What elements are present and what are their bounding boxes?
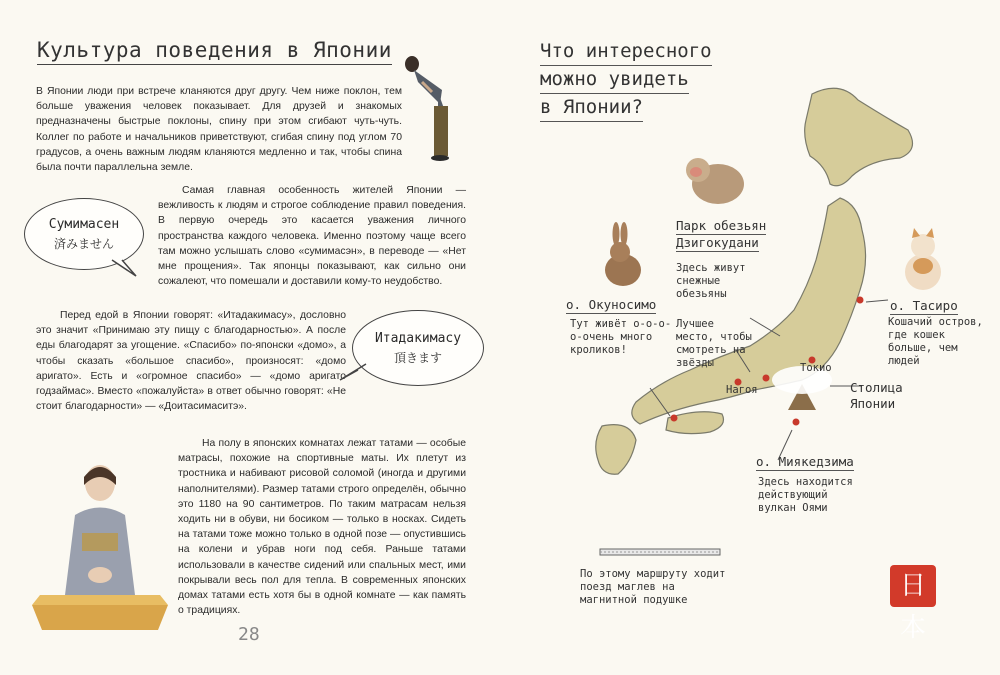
nihon-stamp: 日本 — [890, 565, 936, 607]
tatami-paragraph: На полу в японских комнатах лежат татами — особые матрасы, похожие на спортивные маты. Их плетут из тростника и набивают рисовой соломой (иногда и другими наполнителями). Размер татами строго определён, обычно это 1180 на 90 сантиметров. По таким матрасам нельзя ходить ни в обуви, ни босиком — только в носках. Сидеть на татами тоже можно только в одной позе — опустившись на колени и убрав ноги под себя. Раньше татами использовали в качестве сидений или спальных мест, ими покрывали весь пол для тепла. В современных японских домах татами есть хотя бы в одной комнате — как память о традициях. — [178, 438, 466, 617]
bowing-man-illustration — [398, 52, 458, 167]
maglev-note: По этому маршруту ходит поезд маглев на магнитной подушке — [580, 568, 726, 606]
bubble-tail — [110, 258, 140, 278]
bubble-tail — [338, 362, 368, 384]
politeness-paragraph: Самая главная особенность жителей Японии — вежливость к людям и строгое соблюдение правил поведения. В первую очередь это касается уважения личного пространства каждого человека. Именно поэтому чаще всего там можно услышать слово «сумимасэн», в переводе — «Нет мне прощения». Так японцы показывают, как сильно они сожалеют, что помешали и доставили кому-то неудобство. — [158, 185, 466, 288]
right-page — [500, 0, 1000, 675]
capital-label: Столица Японии — [850, 380, 903, 411]
bubble-jp-text: 頂きます — [393, 351, 442, 365]
monkey-illustration — [682, 150, 752, 210]
park-label — [676, 218, 766, 252]
okuno-title: о. Окуносимо — [566, 297, 657, 312]
rabbit-illustration — [598, 222, 648, 292]
miyake-title: о. Миякедзима — [756, 454, 854, 469]
bubble-ru-text: Итадакимасу — [374, 331, 462, 346]
bubble-ru-text: Сумимасен — [48, 217, 120, 232]
kimono-woman-illustration — [30, 455, 170, 635]
bubble-jp-text: 済みません — [53, 237, 114, 251]
cat-illustration — [898, 226, 948, 292]
tashiro-note: Кошачий остров, где кошек больше, чем людей — [888, 316, 983, 367]
map-title-line: в Японии? — [540, 94, 643, 122]
miyake-note: Здесь находится действующий вулкан Оями — [758, 476, 853, 514]
tashiro-title: о. Тасиро — [890, 298, 958, 313]
page-number: 28 — [238, 624, 260, 645]
speech-bubble-itadakimasu — [352, 310, 484, 386]
map-title-line: Что интересного — [540, 38, 712, 66]
nagoya-label: Нагоя — [726, 384, 758, 396]
okuno-note: Тут живёт о-о-о-о-очень много кроликов! — [570, 318, 672, 356]
maglev-track — [598, 544, 722, 560]
bowing-paragraph: В Японии люди при встрече кланяются друг другу. Чем ниже поклон, тем больше уважения человек показывает. Для друзей и знакомых предназначены быстрые поклоны, спину при этом сгибают чуть-чуть. Коллег по работе и начальников приветствуют, сгибая спину под углом 70 градусов, а очень важным людям кланяются медленно и так, чтобы спина была почти параллельна земле. — [36, 86, 402, 174]
tokyo-label: Токио — [800, 362, 832, 374]
map-title-line: можно увидеть — [540, 66, 689, 94]
park-note: Здесь живут снежные обезьяны — [676, 262, 746, 300]
itadakimasu-paragraph: Перед едой в Японии говорят: «Итадакимасу», дословно это значит «Принимаю эту пищу с благодарностью». А после еды благодарят за угощение. «Спасибо» по-японски «домо», а чтобы сказать «большое спасибо», произносят: «домо аригато». Есть и «огромное спасибо» — «домо аригато годзаймас». Вместо «пожалуйста» в ответ обычно говорят: «Не стоит благодарности» — «Доитасимаситэ». — [36, 310, 346, 413]
stars-note: Лучшее место, чтобы смотреть на звёзды — [676, 318, 752, 369]
park-title: Парк обезьян — [676, 218, 767, 233]
page-title: Культура поведения в Японии — [37, 38, 392, 65]
park-title: Дзигокудани — [676, 235, 759, 250]
